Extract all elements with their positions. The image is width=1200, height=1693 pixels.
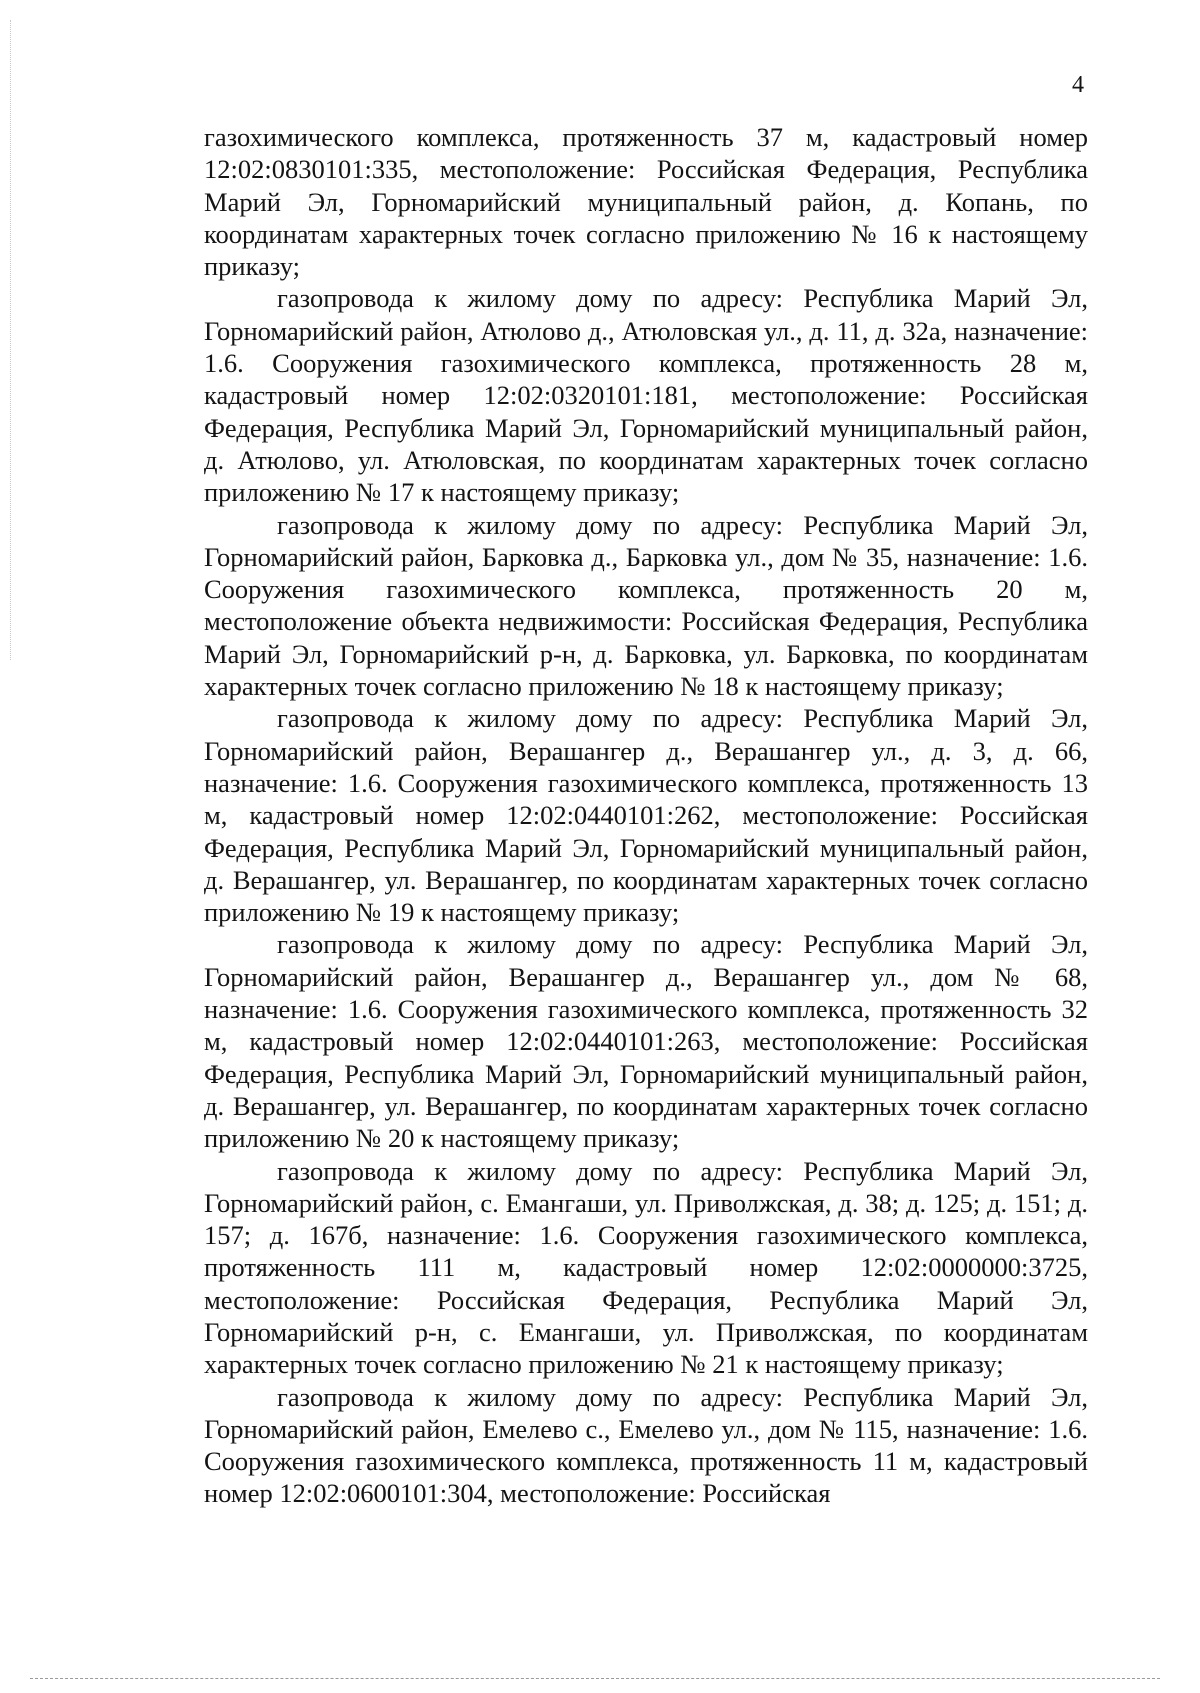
scan-edge-bottom [30, 1678, 1160, 1679]
scan-edge-left [10, 20, 11, 660]
document-body [204, 121, 1088, 1510]
paragraph-verashanger-68: газопровода к жилому дому по адресу: Республика Марий Эл, Горномарийский район, Верашангер д., Верашангер ул., дом № 68, назначение: 1.6. Сооружения газохимического комплекса, протяженность 32 м, кадастровый номер 12:02:0440101:263, местоположение: Российская Федерация, Республика Марий Эл, Горномарийский муниципальный район, д. Верашангер, ул. Верашангер, по координатам характерных точек согласно приложению № 20 к настоящему приказу; [204, 929, 1088, 1154]
page-number: 4 [1072, 72, 1084, 98]
paragraph-emangashi: газопровода к жилому дому по адресу: Республика Марий Эл, Горномарийский район, с. Емангаши, ул. Приволжская, д. 38; д. 125; д. 151; д. 157; д. 167б, назначение: 1.6. Сооружения газохимического комплекса, протяженность 111 м, кадастровый номер 12:02:0000000:3725, местоположение: Российская Федерация, Республика Марий Эл, Горномарийский р-н, с. Емангаши, ул. Приволжская, по координатам характерных точек согласно приложению № 21 к настоящему приказу; [204, 1155, 1088, 1380]
paragraph-emelevo: газопровода к жилому дому по адресу: Республика Марий Эл, Горномарийский район, Емелево с., Емелево ул., дом № 115, назначение: 1.6. Сооружения газохимического комплекса, протяженность 11 м, кадастровый номер 12:02:0600101:304, местоположение: Российская [204, 1381, 1088, 1509]
paragraph-atyulovo: газопровода к жилому дому по адресу: Республика Марий Эл, Горномарийский район, Атюлово д., Атюловская ул., д. 11, д. 32а, назначение: 1.6. Сооружения газохимического комплекса, протяженность 28 м, кадастровый номер 12:02:0320101:181, местоположение: Российская Федерация, Республика Марий Эл, Горномарийский муниципальный район, д. Атюлово, ул. Атюловская, по координатам характерных точек согласно приложению № 17 к настоящему приказу; [204, 283, 1088, 508]
paragraph-barkovka: газопровода к жилому дому по адресу: Республика Марий Эл, Горномарийский район, Барковка д., Барковка ул., дом № 35, назначение: 1.6. Сооружения газохимического комплекса, протяженность 20 м, местоположение объекта недвижимости: Российская Федерация, Республика Марий Эл, Горномарийский р-н, д. Барковка, ул. Барковка, по координатам характерных точек согласно приложению № 18 к настоящему приказу; [204, 509, 1088, 702]
paragraph-verashanger-3: газопровода к жилому дому по адресу: Республика Марий Эл, Горномарийский район, Верашангер д., Верашангер ул., д. 3, д. 66, назначение: 1.6. Сооружения газохимического комплекса, протяженность 13 м, кадастровый номер 12:02:0440101:262, местоположение: Российская Федерация, Республика Марий Эл, Горномарийский муниципальный район, д. Верашангер, ул. Верашангер, по координатам характерных точек согласно приложению № 19 к настоящему приказу; [204, 703, 1088, 928]
paragraph-continuation: газохимического комплекса, протяженность 37 м, кадастровый номер 12:02:0830101:335, местоположение: Российская Федерация, Республика Марий Эл, Горномарийский муниципальный район, д. Копань, по координатам характерных точек согласно приложению № 16 к настоящему приказу; [204, 122, 1088, 282]
